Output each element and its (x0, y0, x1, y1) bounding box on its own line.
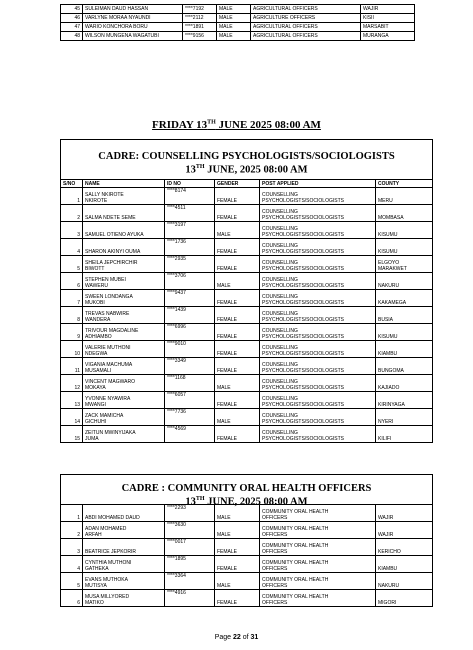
cell-county: KERICHO (376, 539, 433, 556)
cell-name: SWEEN LONDANGA MUKOBI (83, 290, 165, 307)
col-name: NAME (83, 180, 165, 188)
cell-name: ZEITUN MWINYIJAKA JUMA (83, 426, 165, 443)
table-row (61, 5, 415, 14)
cell-gender: MALE (215, 505, 260, 522)
cell-gender: MALE (215, 222, 260, 239)
cell-post: AGRICULTURAL OFFICERS (251, 32, 361, 41)
col-county: COUNTY (376, 180, 433, 188)
cell-post: COUNSELLING PSYCHOLOGISTS/SOCIOLOGISTS (260, 222, 376, 239)
col-post: POST APPLIED (260, 180, 376, 188)
cell-post: AGRICULTURE OFFICERS (251, 14, 361, 23)
cell-gender: MALE (215, 375, 260, 392)
cell-name: VIGANIA MACHUMA MUSAMALI (83, 358, 165, 375)
cell-gender: FEMALE (215, 205, 260, 222)
cell-sno: 45 (61, 5, 83, 14)
cell-name: SULEIMAN DAUD HASSAN (83, 5, 183, 14)
cadre-1-table (60, 179, 433, 443)
cell-sno: 47 (61, 23, 83, 32)
col-gender: GENDER (215, 180, 260, 188)
cell-county: MURANGA (361, 32, 415, 41)
col-sno: S/NO (61, 180, 83, 188)
cell-gender: FEMALE (215, 324, 260, 341)
cell-county: NAKURU (376, 273, 433, 290)
cell-post: COUNSELLING PSYCHOLOGISTS/SOCIOLOGISTS (260, 409, 376, 426)
table-row (61, 426, 433, 443)
cell-sno: 46 (61, 14, 83, 23)
cell-id: ****2935 (165, 256, 215, 273)
cell-gender: FEMALE (215, 290, 260, 307)
table-row (61, 505, 433, 522)
cell-sno: 10 (61, 341, 83, 358)
table-row (61, 290, 433, 307)
table-row (61, 23, 415, 32)
cell-name: ZACK MAMICHA GICHUHI (83, 409, 165, 426)
table-row (61, 239, 433, 256)
table-row (61, 205, 433, 222)
cell-post: COMMUNITY ORAL HEALTH OFFICERS (260, 539, 376, 556)
cadre-1-header (60, 139, 433, 180)
cell-name: WILSON MUNGENA WAGATUBI (83, 32, 183, 41)
cell-id: ****9010 (165, 341, 215, 358)
cell-post: COMMUNITY ORAL HEALTH OFFICERS (260, 556, 376, 573)
cell-county: KAKAMEGA (376, 290, 433, 307)
cell-id: ****3349 (165, 358, 215, 375)
cell-county: WAJIR (376, 505, 433, 522)
cell-name: WARIO KONCHORA BORU (83, 23, 183, 32)
cell-id: ****0017 (165, 539, 215, 556)
table-row (61, 32, 415, 41)
cell-id: ****8174 (165, 188, 215, 205)
cell-post: COUNSELLING PSYCHOLOGISTS/SOCIOLOGISTS (260, 239, 376, 256)
cell-sno: 14 (61, 409, 83, 426)
cell-sno: 1 (61, 505, 83, 522)
cell-post: COUNSELLING PSYCHOLOGISTS/SOCIOLOGISTS (260, 205, 376, 222)
cadre-2-date: 13TH JUNE, 2025 08:00 AM (185, 496, 308, 508)
cell-sno: 4 (61, 556, 83, 573)
cell-post: COUNSELLING PSYCHOLOGISTS/SOCIOLOGISTS (260, 307, 376, 324)
cell-sno: 8 (61, 307, 83, 324)
page-footer: Page 22 of 31 (214, 634, 259, 641)
cell-sno: 48 (61, 32, 83, 41)
table-row (61, 556, 433, 573)
cell-name: SHEILA JEPCHIRCHIR BIWOTT (83, 256, 165, 273)
cell-county: MIGORI (376, 590, 433, 607)
cell-post: AGRICULTURAL OFFICERS (251, 23, 361, 32)
cell-name: YVONNE NYAWIRA MWANGI (83, 392, 165, 409)
cell-county: ELGOYO MARAKWET (376, 256, 433, 273)
cell-county: BUSIA (376, 307, 433, 324)
table-row (61, 324, 433, 341)
cell-county: BUNGOMA (376, 358, 433, 375)
cell-name: CYNTHIA MUTHONI GATHEKA (83, 556, 165, 573)
cell-sno: 5 (61, 573, 83, 590)
cell-gender: FEMALE (215, 426, 260, 443)
cell-county: WAJIR (361, 5, 415, 14)
cell-post: AGRICULTURAL OFFICERS (251, 5, 361, 14)
table-row (61, 341, 433, 358)
cadre-2-title: CADRE : COMMUNITY ORAL HEALTH OFFICERS (121, 483, 372, 494)
table-row (61, 256, 433, 273)
cell-county: NAKURU (376, 573, 433, 590)
cell-name: VINCENT MAGWARO MOKAYA (83, 375, 165, 392)
table-row (61, 188, 433, 205)
previous-page-table (60, 4, 415, 41)
cell-id: ****6996 (165, 324, 215, 341)
cell-name: TREVAS NABWIRE WANDERA (83, 307, 165, 324)
cell-id: ****6057 (165, 392, 215, 409)
cell-name: SHARON AKINYI OUMA (83, 239, 165, 256)
table-row (61, 358, 433, 375)
table-header-row (61, 180, 433, 188)
cell-gender: FEMALE (215, 256, 260, 273)
table-row (61, 539, 433, 556)
cell-county: KIAMBU (376, 556, 433, 573)
cell-county: KIAMBU (376, 341, 433, 358)
cell-sno: 12 (61, 375, 83, 392)
cell-sno: 3 (61, 539, 83, 556)
cell-county: KISII (361, 14, 415, 23)
table-row (61, 590, 433, 607)
cell-id: ****2112 (183, 14, 217, 23)
cell-gender: MALE (215, 409, 260, 426)
col-id: ID NO (165, 180, 215, 188)
cell-gender: MALE (215, 273, 260, 290)
cell-id: ****3197 (165, 222, 215, 239)
cell-name: MUSA MILLYORED MATIKO (83, 590, 165, 607)
cell-sno: 7 (61, 290, 83, 307)
cell-post: COUNSELLING PSYCHOLOGISTS/SOCIOLOGISTS (260, 426, 376, 443)
cadre-1-date: 13TH JUNE, 2025 08:00 AM (185, 164, 308, 176)
cell-county: MARSABIT (361, 23, 415, 32)
cell-post: COUNSELLING PSYCHOLOGISTS/SOCIOLOGISTS (260, 324, 376, 341)
cadre-2-table (60, 504, 433, 607)
cell-county: WAJIR (376, 522, 433, 539)
cell-gender: FEMALE (215, 188, 260, 205)
cell-id: ****7192 (183, 5, 217, 14)
cell-post: COUNSELLING PSYCHOLOGISTS/SOCIOLOGISTS (260, 273, 376, 290)
cell-id: ****1891 (183, 23, 217, 32)
table-row (61, 307, 433, 324)
cell-post: COMMUNITY ORAL HEALTH OFFICERS (260, 573, 376, 590)
cell-gender: MALE (215, 573, 260, 590)
cell-county: KISUMU (376, 239, 433, 256)
section-date-heading: FRIDAY 13TH JUNE 2025 08:00 AM (152, 119, 321, 131)
cell-id: ****1736 (165, 239, 215, 256)
table-row (61, 392, 433, 409)
cell-name: BEATRICE JEPKORIR (83, 539, 165, 556)
cell-id: ****1168 (165, 375, 215, 392)
cadre-1-title: CADRE: COUNSELLING PSYCHOLOGISTS/SOCIOLOGISTS (98, 151, 395, 162)
cell-post: COUNSELLING PSYCHOLOGISTS/SOCIOLOGISTS (260, 358, 376, 375)
cell-name: SALLY NKIROTE NKIROTE (83, 188, 165, 205)
cell-sno: 13 (61, 392, 83, 409)
cell-name: SALMA NDETE SEME (83, 205, 165, 222)
cell-county: KISUMU (376, 324, 433, 341)
cell-gender: FEMALE (215, 392, 260, 409)
cell-county: KISUMU (376, 222, 433, 239)
table-row (61, 222, 433, 239)
cell-sno: 6 (61, 590, 83, 607)
cell-county: NYERI (376, 409, 433, 426)
cell-sno: 6 (61, 273, 83, 290)
table-row (61, 522, 433, 539)
cell-post: COMMUNITY ORAL HEALTH OFFICERS (260, 590, 376, 607)
cell-id: ****4569 (165, 426, 215, 443)
table-row (61, 375, 433, 392)
cell-gender: MALE (215, 522, 260, 539)
cell-county: MOMBASA (376, 205, 433, 222)
cell-county: KIRINYAGA (376, 392, 433, 409)
cell-name: STEPHEN MUBEI WAWERU (83, 273, 165, 290)
cell-sno: 5 (61, 256, 83, 273)
cell-name: VARLYNE MORAA NYAUNDI (83, 14, 183, 23)
cell-county: KAJIADO (376, 375, 433, 392)
cell-sno: 2 (61, 522, 83, 539)
cell-gender: FEMALE (215, 307, 260, 324)
cell-sno: 4 (61, 239, 83, 256)
cell-post: COUNSELLING PSYCHOLOGISTS/SOCIOLOGISTS (260, 290, 376, 307)
cell-sno: 2 (61, 205, 83, 222)
cell-post: COMMUNITY ORAL HEALTH OFFICERS (260, 522, 376, 539)
cell-name: SAMUEL OTIENO AYUKA (83, 222, 165, 239)
cell-gender: FEMALE (215, 341, 260, 358)
cell-gender: FEMALE (215, 539, 260, 556)
cell-gender: FEMALE (215, 590, 260, 607)
cell-id: ****3364 (165, 573, 215, 590)
cell-post: COUNSELLING PSYCHOLOGISTS/SOCIOLOGISTS (260, 392, 376, 409)
cell-sno: 9 (61, 324, 83, 341)
table-row (61, 14, 415, 23)
cell-sno: 3 (61, 222, 83, 239)
cell-id: ****4916 (165, 590, 215, 607)
cell-post: COUNSELLING PSYCHOLOGISTS/SOCIOLOGISTS (260, 256, 376, 273)
cell-post: COMMUNITY ORAL HEALTH OFFICERS (260, 505, 376, 522)
cell-gender: MALE (217, 23, 251, 32)
cell-name: ADAN MOHAMED ARFAH (83, 522, 165, 539)
cell-gender: FEMALE (215, 239, 260, 256)
cell-id: ****7736 (165, 409, 215, 426)
cell-id: ****3706 (165, 273, 215, 290)
cell-id: ****9156 (183, 32, 217, 41)
cell-name: VALERIE MUTHONI NDEGWA (83, 341, 165, 358)
cell-post: COUNSELLING PSYCHOLOGISTS/SOCIOLOGISTS (260, 375, 376, 392)
cell-id: ****4511 (165, 205, 215, 222)
cell-sno: 15 (61, 426, 83, 443)
cell-gender: FEMALE (215, 556, 260, 573)
cell-post: COUNSELLING PSYCHOLOGISTS/SOCIOLOGISTS (260, 341, 376, 358)
cell-id: ****9437 (165, 290, 215, 307)
cell-id: ****1439 (165, 307, 215, 324)
table-row (61, 573, 433, 590)
cell-name: EVANS MUTHOKA MUTISYA (83, 573, 165, 590)
table-row (61, 409, 433, 426)
cell-sno: 1 (61, 188, 83, 205)
cell-sno: 11 (61, 358, 83, 375)
cell-id: ****1895 (165, 556, 215, 573)
cell-post: COUNSELLING PSYCHOLOGISTS/SOCIOLOGISTS (260, 188, 376, 205)
cell-gender: MALE (217, 14, 251, 23)
cell-name: ABDI MOHAMED DAUD (83, 505, 165, 522)
cell-county: MERU (376, 188, 433, 205)
cell-gender: MALE (217, 5, 251, 14)
cell-id: ****2293 (165, 505, 215, 522)
cell-gender: FEMALE (215, 358, 260, 375)
cell-id: ****3630 (165, 522, 215, 539)
table-row (61, 273, 433, 290)
cell-name: TRIVOUR MAGDALINE ADHIAMBO (83, 324, 165, 341)
cell-county: KILIFI (376, 426, 433, 443)
cell-gender: MALE (217, 32, 251, 41)
